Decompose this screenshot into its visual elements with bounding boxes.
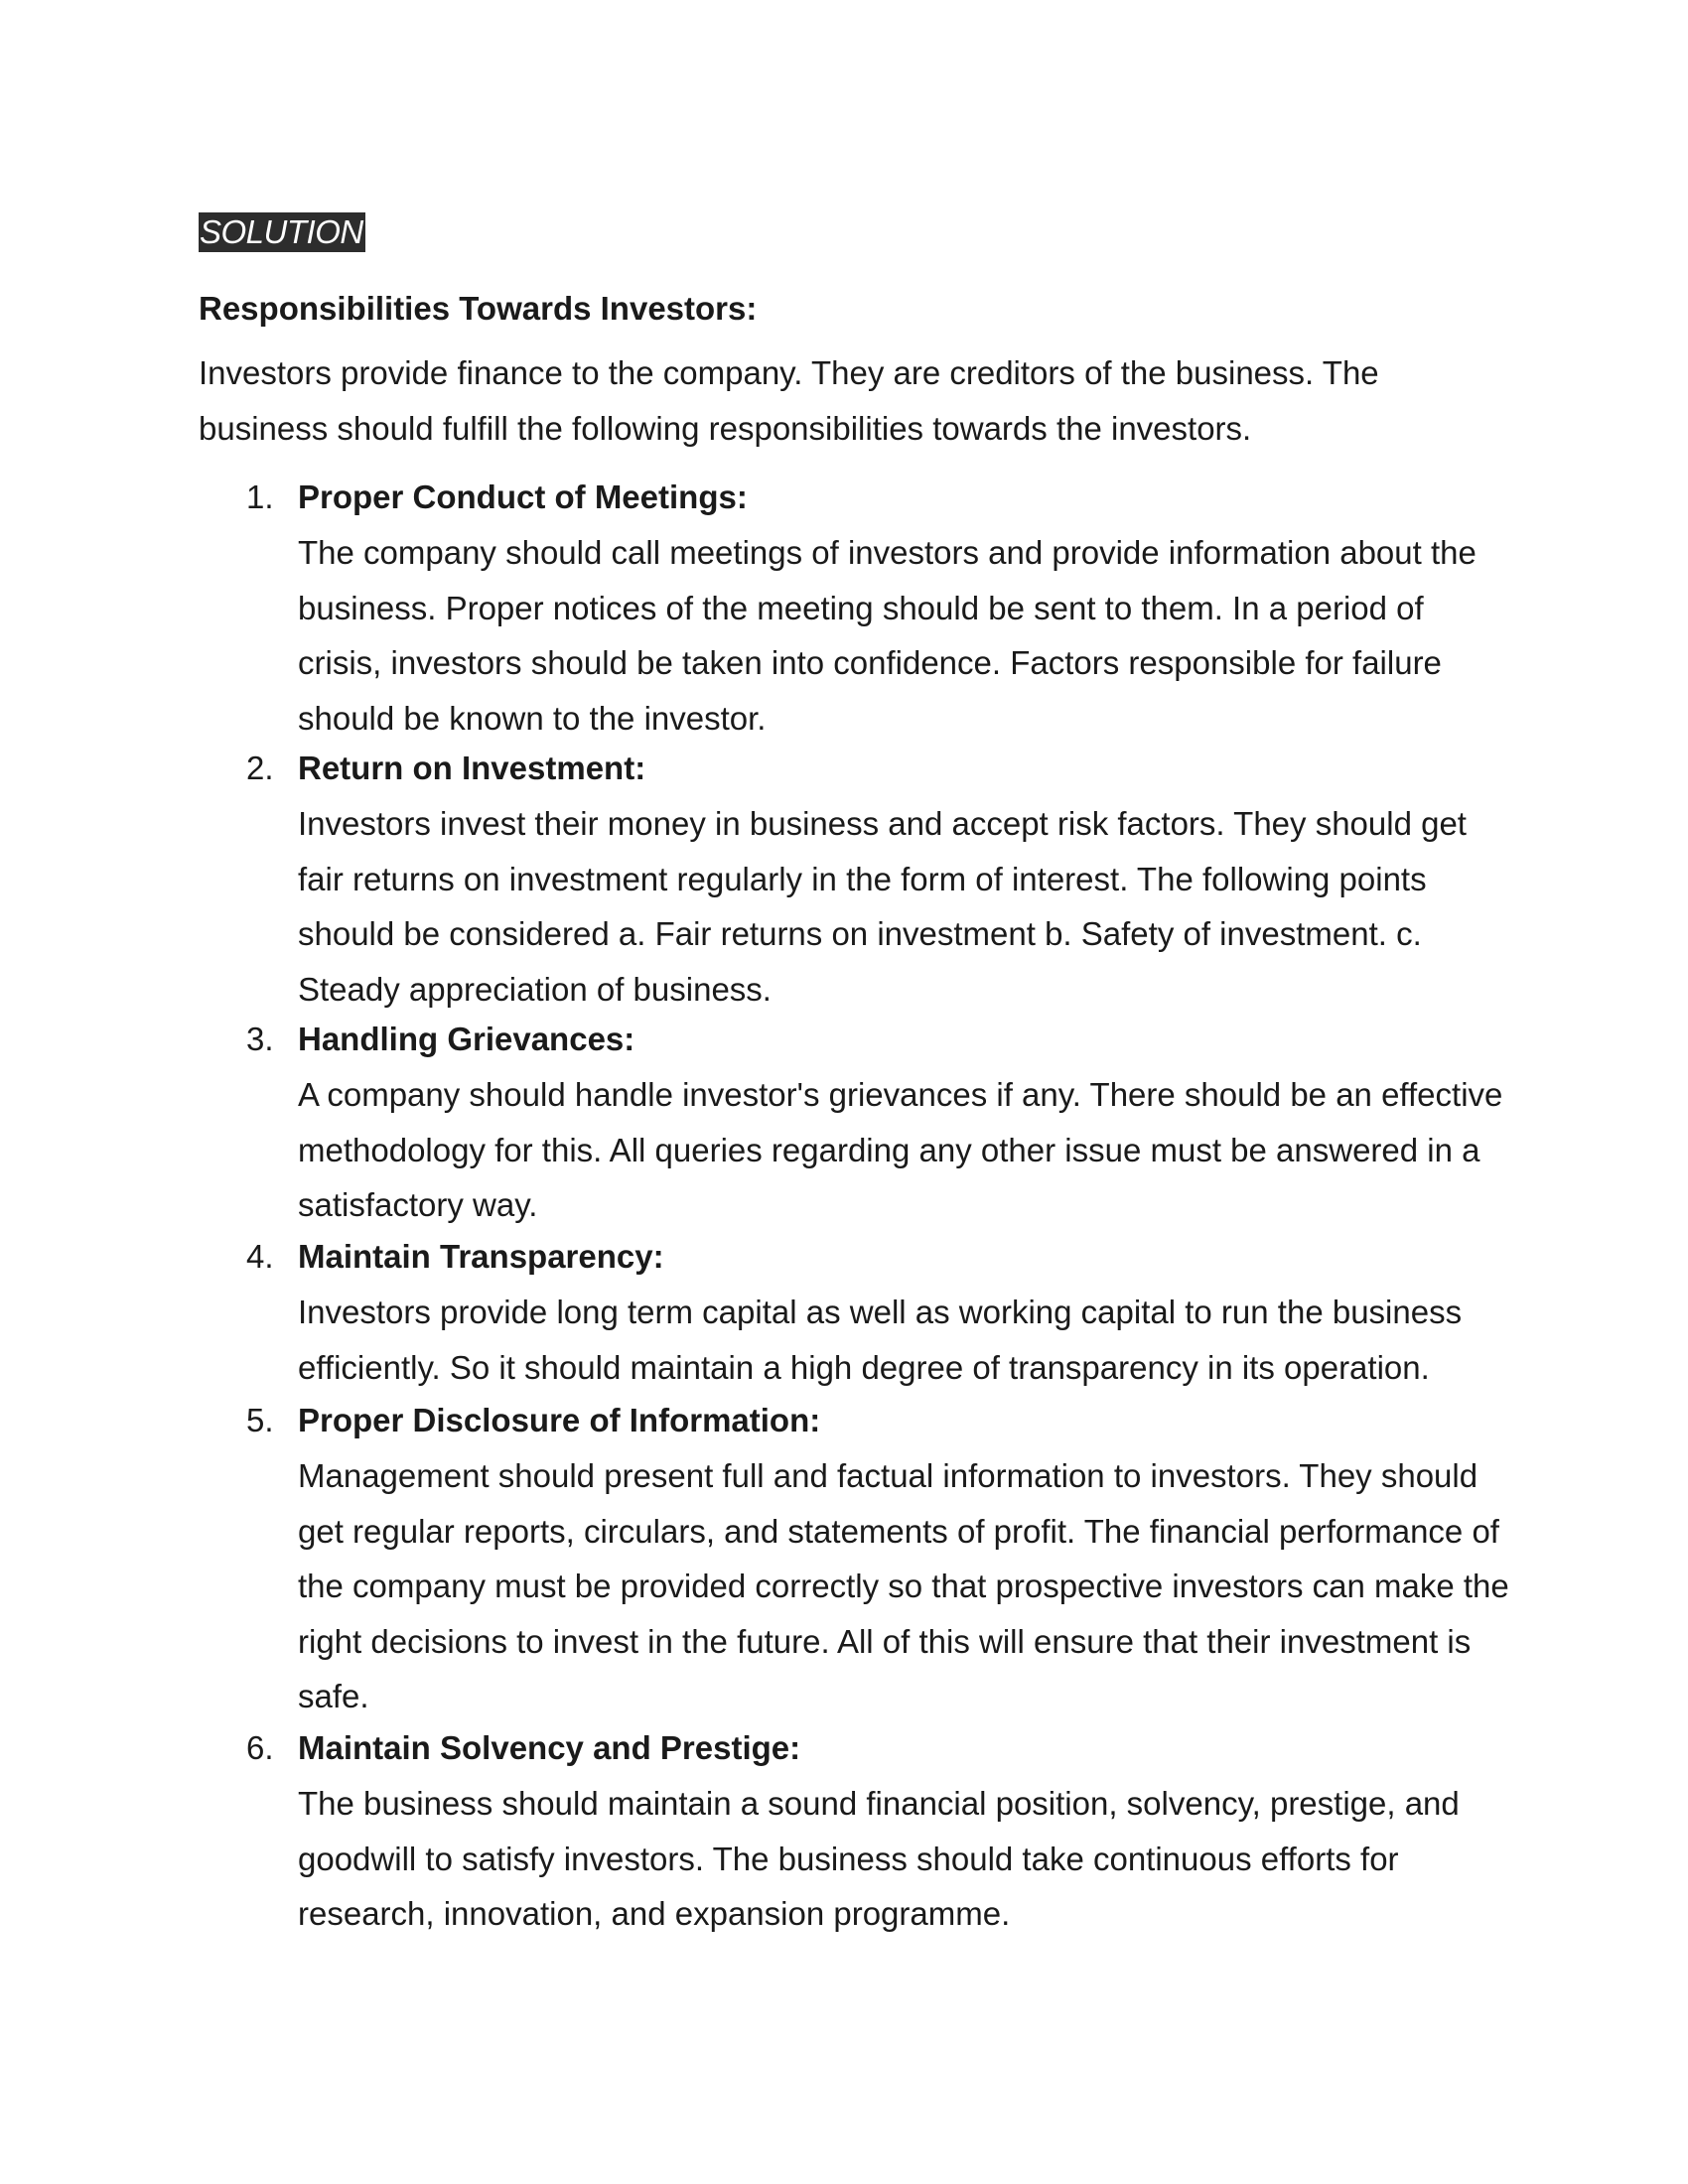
solution-label: SOLUTION (200, 213, 363, 250)
item-text: Management should present full and factual information to investors. They should get regular reports, circulars, and statements of profit. The financial performance of the company must be provided correctly so that prospective investors can make the right decisions to invest in the future. All of this will ensure that their investment is safe. (298, 1457, 1509, 1714)
item-title: Proper Disclosure of Information: (298, 1402, 821, 1438)
item-number: 6. (246, 1729, 274, 1766)
list-item (199, 1393, 1509, 1720)
list-item (199, 1229, 1509, 1393)
item-number: 2. (246, 750, 274, 786)
item-number: 3. (246, 1021, 274, 1057)
item-text: The company should call meetings of investors and provide information about the business. Proper notices of the meeting should be sent to them. In a period of crisis, investors should be taken into confidence. Factors responsible for failure should be known to the investor. (298, 534, 1477, 737)
item-text: The business should maintain a sound financial position, solvency, prestige, and goodwill to satisfy investors. The business should take continuous efforts for research, innovation, and expansion programme. (298, 1785, 1460, 1932)
item-title: Return on Investment: (298, 750, 646, 786)
item-number: 5. (246, 1402, 274, 1438)
responsibilities-list (199, 470, 1509, 1942)
item-title: Maintain Transparency: (298, 1238, 664, 1275)
list-item (199, 1720, 1509, 1942)
list-item (199, 470, 1509, 741)
item-text: A company should handle investor's grievances if any. There should be an effective methodology for this. All queries regarding any other issue must be answered in a satisfactory way. (298, 1076, 1503, 1223)
item-number: 1. (246, 478, 274, 515)
section-heading: Responsibilities Towards Investors: (199, 290, 758, 327)
list-item (199, 1012, 1509, 1229)
item-number: 4. (246, 1238, 274, 1275)
intro-paragraph: Investors provide finance to the company. They are creditors of the business. The business should fulfill the following responsibilities towards the investors. (199, 354, 1379, 447)
item-title: Proper Conduct of Meetings: (298, 478, 748, 515)
item-title: Maintain Solvency and Prestige: (298, 1729, 801, 1766)
item-title: Handling Grievances: (298, 1021, 635, 1057)
list-item (199, 741, 1509, 1012)
item-text: Investors provide long term capital as well as working capital to run the business efficiently. So it should maintain a high degree of transparency in its operation. (298, 1294, 1463, 1386)
item-text: Investors invest their money in business and accept risk factors. They should get fair returns on investment regularly in the form of interest. The following points should be considered a. Fair returns on investment b. Safety of investment. c. Steady appreciation of business. (298, 805, 1467, 1008)
